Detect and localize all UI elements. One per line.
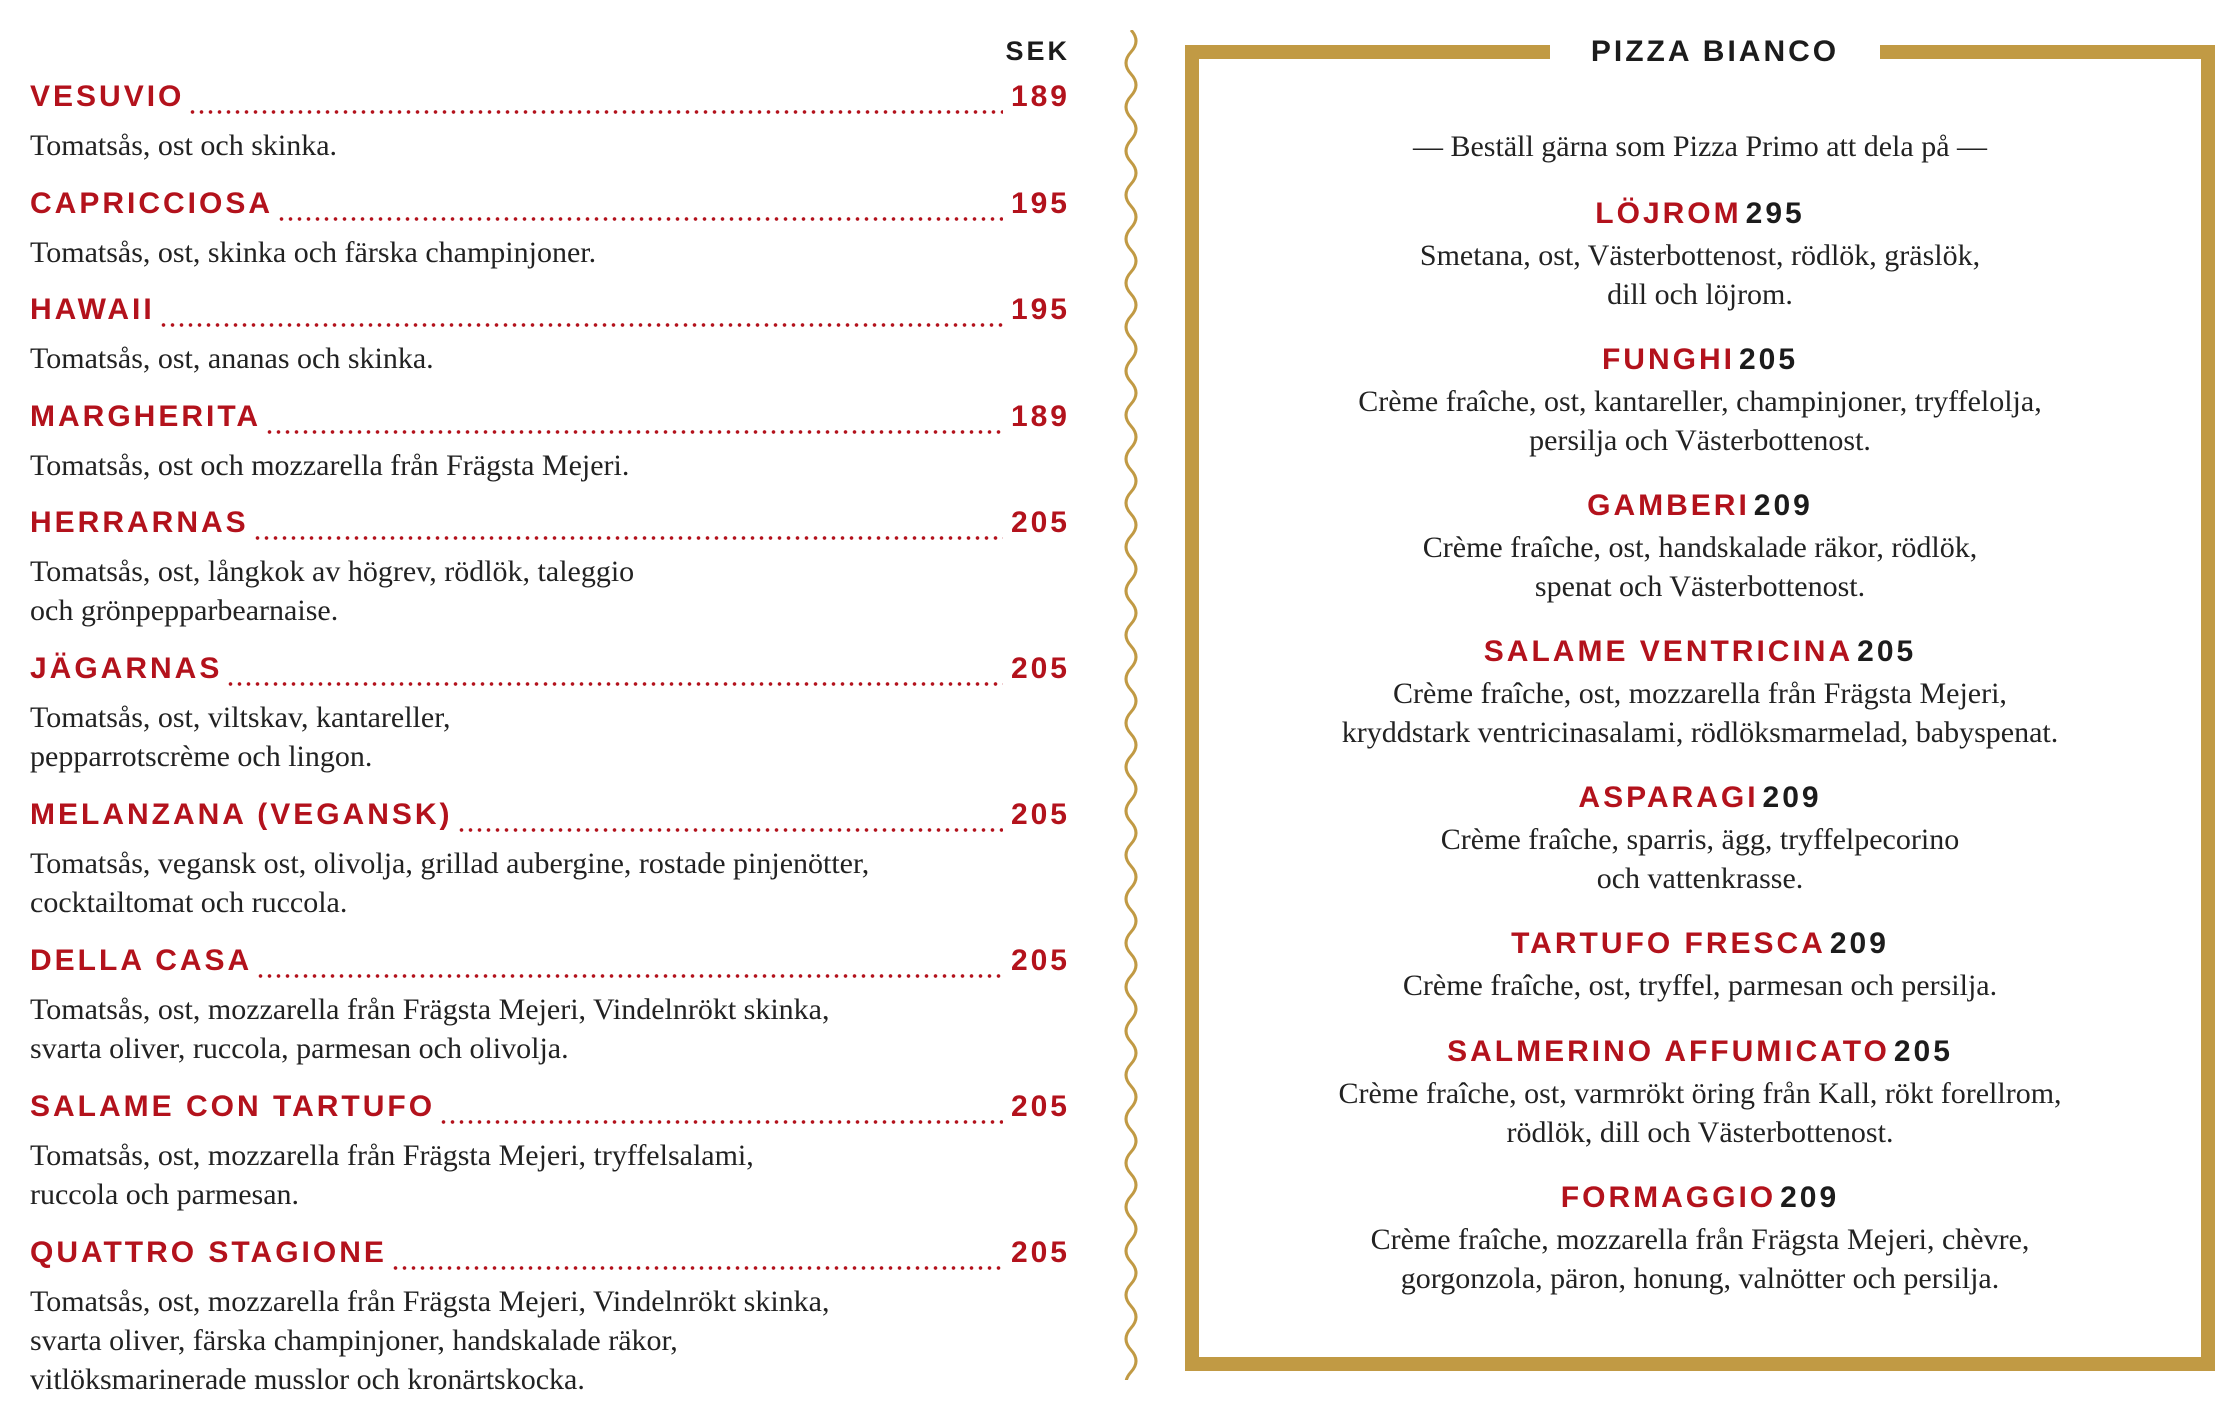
- item-name: CAPRICCIOSA: [30, 187, 274, 220]
- menu-item: [30, 400, 1070, 485]
- item-name: ASPARAGI: [1578, 781, 1759, 814]
- menu-item-header: [30, 798, 1070, 844]
- menu-item-header: [30, 293, 1070, 339]
- item-description: och grönpepparbearnaise.: [30, 594, 339, 627]
- item-name: HAWAII: [30, 293, 155, 326]
- menu-item-header: [30, 652, 1070, 698]
- item-description: ruccola och parmesan.: [30, 1178, 300, 1211]
- bianco-item-header: [1200, 484, 2200, 528]
- bianco-item-header: [1200, 1030, 2200, 1074]
- item-description: svarta oliver, ruccola, parmesan och olivolja.: [30, 1032, 569, 1065]
- item-name: MELANZANA (VEGANSK): [30, 798, 453, 831]
- item-description: Tomatsås, ost och mozzarella från Frägsta Mejeri.: [30, 449, 630, 482]
- item-price: 189: [1010, 80, 1070, 113]
- dot-leader: [277, 216, 1003, 222]
- dot-leader: [159, 322, 1003, 328]
- menu-item-header: [30, 187, 1070, 233]
- currency-label: SEK: [1005, 36, 1070, 66]
- menu-item: [30, 293, 1070, 378]
- menu-item-header: [30, 506, 1070, 552]
- bianco-item: [1200, 630, 2200, 752]
- item-name: SALAME CON TARTUFO: [30, 1090, 436, 1123]
- menu-item: [30, 506, 1070, 630]
- item-price: 209: [1780, 1181, 1840, 1214]
- bianco-item: [1200, 192, 2200, 314]
- item-price: 205: [1010, 1236, 1070, 1269]
- item-description: dill och löjrom.: [1607, 278, 1793, 311]
- item-description: Tomatsås, ost, långkok av högrev, rödlök, taleggio: [30, 555, 635, 588]
- item-description: kryddstark ventricinasalami, rödlöksmarmelad, babyspenat.: [1341, 716, 2059, 749]
- item-price: 209: [1753, 489, 1813, 522]
- item-name: VESUVIO: [30, 80, 185, 113]
- item-description: Crème fraîche, ost, handskalade räkor, rödlök,: [1422, 531, 1978, 564]
- menu-item: [30, 798, 1070, 922]
- bianco-item-header: [1200, 922, 2200, 966]
- bianco-item-header: [1200, 776, 2200, 820]
- menu-item: [30, 80, 1070, 165]
- item-description: Smetana, ost, Västerbottenost, rödlök, gräslök,: [1419, 239, 1981, 272]
- item-name: GAMBERI: [1587, 489, 1750, 522]
- item-name: DELLA CASA: [30, 944, 253, 977]
- menu-item: [30, 187, 1070, 272]
- item-description: Crème fraîche, mozzarella från Frägsta Mejeri, chèvre,: [1370, 1223, 2030, 1256]
- item-description: Tomatsås, vegansk ost, olivolja, grillad aubergine, rostade pinjenötter,: [30, 847, 870, 880]
- item-description: svarta oliver, färska champinjoner, handskalade räkor,: [30, 1324, 678, 1357]
- bianco-item: [1200, 338, 2200, 460]
- item-description: rödlök, dill och Västerbottenost.: [1506, 1116, 1894, 1149]
- dot-leader: [265, 429, 1003, 435]
- item-description: Tomatsås, ost, mozzarella från Frägsta Mejeri, tryffelsalami,: [30, 1139, 754, 1172]
- wavy-divider: [1118, 30, 1144, 1380]
- item-description: vitlöksmarinerade musslor och kronärtskocka.: [30, 1363, 585, 1396]
- menu-item-header: [30, 400, 1070, 446]
- item-description: Tomatsås, ost och skinka.: [30, 129, 338, 162]
- item-price: 189: [1010, 400, 1070, 433]
- item-name: LÖJROM: [1595, 197, 1742, 230]
- menu-item-header: [30, 1236, 1070, 1282]
- item-description: spenat och Västerbottenost.: [1534, 570, 1866, 603]
- item-description: Tomatsås, ost, viltskav, kantareller,: [30, 701, 451, 734]
- menu-item-header: [30, 944, 1070, 990]
- item-price: 205: [1010, 1090, 1070, 1123]
- bianco-item: [1200, 484, 2200, 606]
- section-title: PIZZA BIANCO: [1550, 32, 1880, 72]
- item-name: MARGHERITA: [30, 400, 262, 433]
- item-description: Tomatsås, ost, skinka och färska champinjoner.: [30, 236, 597, 269]
- item-name: JÄGARNAS: [30, 652, 223, 685]
- item-description: Crème fraîche, ost, tryffel, parmesan och persilja.: [1402, 969, 1998, 1002]
- item-name: FORMAGGIO: [1560, 1181, 1777, 1214]
- bianco-item: [1200, 922, 2200, 1005]
- dot-leader: [256, 973, 1003, 979]
- item-price: 195: [1010, 187, 1070, 220]
- item-description: Crème fraîche, ost, varmrökt öring från Kall, rökt forellrom,: [1338, 1077, 2062, 1110]
- item-price: 195: [1010, 293, 1070, 326]
- item-price: 205: [1857, 635, 1917, 668]
- dot-leader: [457, 827, 1003, 833]
- menu-item-header: [30, 80, 1070, 126]
- item-price: 205: [1010, 944, 1070, 977]
- item-description: Tomatsås, ost, ananas och skinka.: [30, 342, 434, 375]
- menu-item: [30, 1236, 1070, 1399]
- dot-leader: [391, 1265, 1003, 1271]
- item-description: Tomatsås, ost, mozzarella från Frägsta Mejeri, Vindelnrökt skinka,: [30, 993, 830, 1026]
- item-description: cocktailtomat och ruccola.: [30, 886, 348, 919]
- dot-leader: [226, 681, 1003, 687]
- dot-leader: [253, 535, 1003, 541]
- bianco-item: [1200, 1030, 2200, 1152]
- item-name: HERRARNAS: [30, 506, 249, 539]
- item-name: QUATTRO STAGIONE: [30, 1236, 387, 1269]
- item-name: SALMERINO AFFUMICATO: [1447, 1035, 1890, 1068]
- bianco-item: [1200, 776, 2200, 898]
- item-price: 205: [1738, 343, 1799, 376]
- menu-item: [30, 1090, 1070, 1214]
- bianco-item-header: [1200, 1176, 2200, 1220]
- item-description: gorgonzola, päron, honung, valnötter och persilja.: [1400, 1262, 2000, 1295]
- bianco-item: [1200, 1176, 2200, 1298]
- bianco-item-header: [1200, 192, 2200, 236]
- item-price: 295: [1745, 197, 1805, 230]
- item-description: Crème fraîche, sparris, ägg, tryffelpecorino: [1440, 823, 1960, 856]
- menu-item-header: [30, 1090, 1070, 1136]
- item-description: Crème fraîche, ost, kantareller, champinjoner, tryffelolja,: [1358, 385, 2042, 418]
- item-price: 205: [1010, 652, 1070, 685]
- item-price: 209: [1762, 781, 1822, 814]
- item-description: pepparrotscrème och lingon.: [30, 740, 373, 773]
- item-price: 205: [1010, 506, 1070, 539]
- item-description: och vattenkrasse.: [1596, 862, 1804, 895]
- item-price: 205: [1893, 1035, 1953, 1068]
- dot-leader: [439, 1119, 1003, 1125]
- item-name: SALAME VENTRICINA: [1483, 635, 1854, 668]
- item-name: TARTUFO FRESCA: [1511, 927, 1826, 960]
- menu-item: [30, 944, 1070, 1068]
- item-description: persilja och Västerbottenost.: [1529, 424, 1871, 457]
- item-description: Crème fraîche, ost, mozzarella från Frägsta Mejeri,: [1393, 677, 2007, 710]
- bianco-item-header: [1200, 630, 2200, 674]
- item-price: 209: [1829, 927, 1889, 960]
- bianco-item-header: [1200, 338, 2200, 382]
- dot-leader: [188, 109, 1003, 115]
- menu-item: [30, 652, 1070, 776]
- section-subtitle: — Beställ gärna som Pizza Primo att dela på —: [1412, 130, 1988, 163]
- item-description: Tomatsås, ost, mozzarella från Frägsta Mejeri, Vindelnrökt skinka,: [30, 1285, 830, 1318]
- item-name: FUNGHI: [1601, 343, 1735, 376]
- item-price: 205: [1010, 798, 1070, 831]
